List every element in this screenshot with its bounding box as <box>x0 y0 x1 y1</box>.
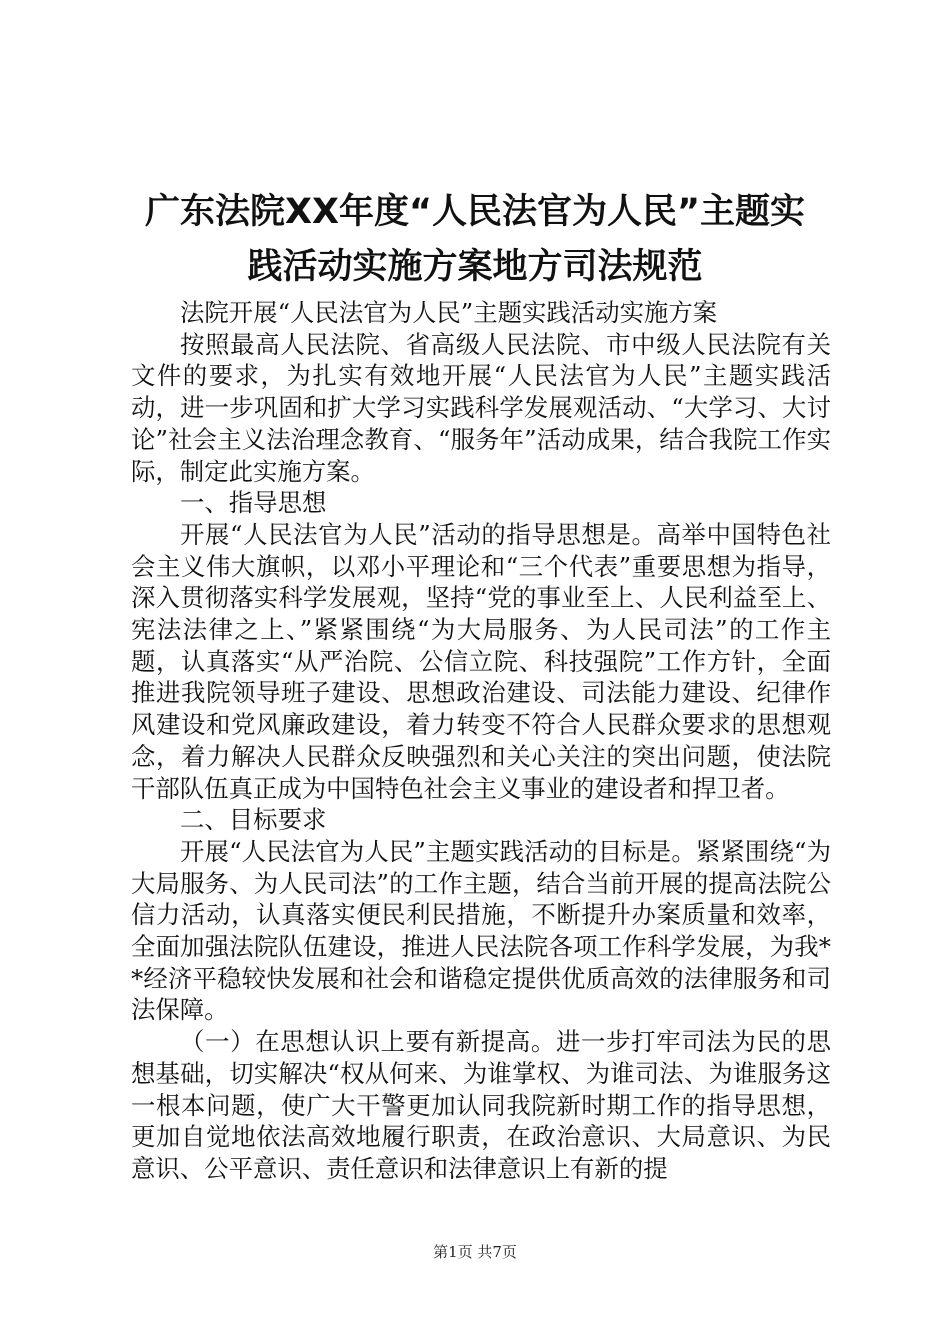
guiding-ideology-paragraph: 开展“人民法官为人民”活动的指导思想是。高举中国特色社会主义伟大旗帜，以邓小平理论和“三个代表”重要思想为指导，深入贯彻落实科学发展观，坚持“党的事业至上、人民利益至上、宪法法律之上、”紧紧围绕“为大局服务、为人民司法”的工作主题，认真落实“从严治院、公信立院、科技强院”工作方针，全面推进我院领导班子建设、思想政治建设、司法能力建设、纪律作风建设和党风廉政建设，着力转变不符合人民群众要求的思想观念，着力解决人民群众反映强烈和关心关注的突出问题，使法院干部队伍真正成为中国特色社会主义事业的建设者和捍卫者。 <box>131 519 831 803</box>
section-heading-goals: 二、目标要求 <box>180 805 327 835</box>
page-footer: 第1页 共7页 <box>433 1243 517 1261</box>
plan-subtitle: 法院开展“人民法官为人民”主题实践活动实施方案 <box>180 298 718 327</box>
document-title-line-2: 践活动实施方案地方司法规范 <box>247 247 703 287</box>
goals-paragraph: 开展“人民法官为人民”主题实践活动的目标是。紧紧围绕“为大局服务、为人民司法”的工作主题，结合当前开展的提高法院公信力活动，认真落实便民利民措施，不断提升办案质量和效率，全面加强法院队伍建设，推进人民法院各项工作科学发展，为我**经济平稳较快发展和社会和谐稳定提供优质高效的法律服务和司法保障。 <box>131 836 831 1025</box>
intro-paragraph: 按照最高人民法院、省高级人民法院、市中级人民法院有关文件的要求，为扎实有效地开展“人民法官为人民”主题实践活动，进一步巩固和扩大学习实践科学发展观活动、“大学习、大讨论”社会主义法治理念教育、“服务年”活动成果，结合我院工作实际，制定此实施方案。 <box>131 329 831 486</box>
document-body <box>131 297 831 1185</box>
document-title-line-1: 广东法院XX年度“人民法官为人民”主题实 <box>145 192 805 232</box>
goal-item-1-paragraph: （一）在思想认识上要有新提高。进一步打牢司法为民的思想基础，切实解决“权从何来、为谁掌权、为谁司法、为谁服务这一根本问题，使广大干警更加认同我院新时期工作的指导思想，更加自觉地依法高效地履行职责，在政治意识、大局意识、为民意识、公平意识、责任意识和法律意识上有新的提 <box>131 1027 831 1183</box>
section-heading-guiding-ideology: 一、指导思想 <box>180 488 327 518</box>
